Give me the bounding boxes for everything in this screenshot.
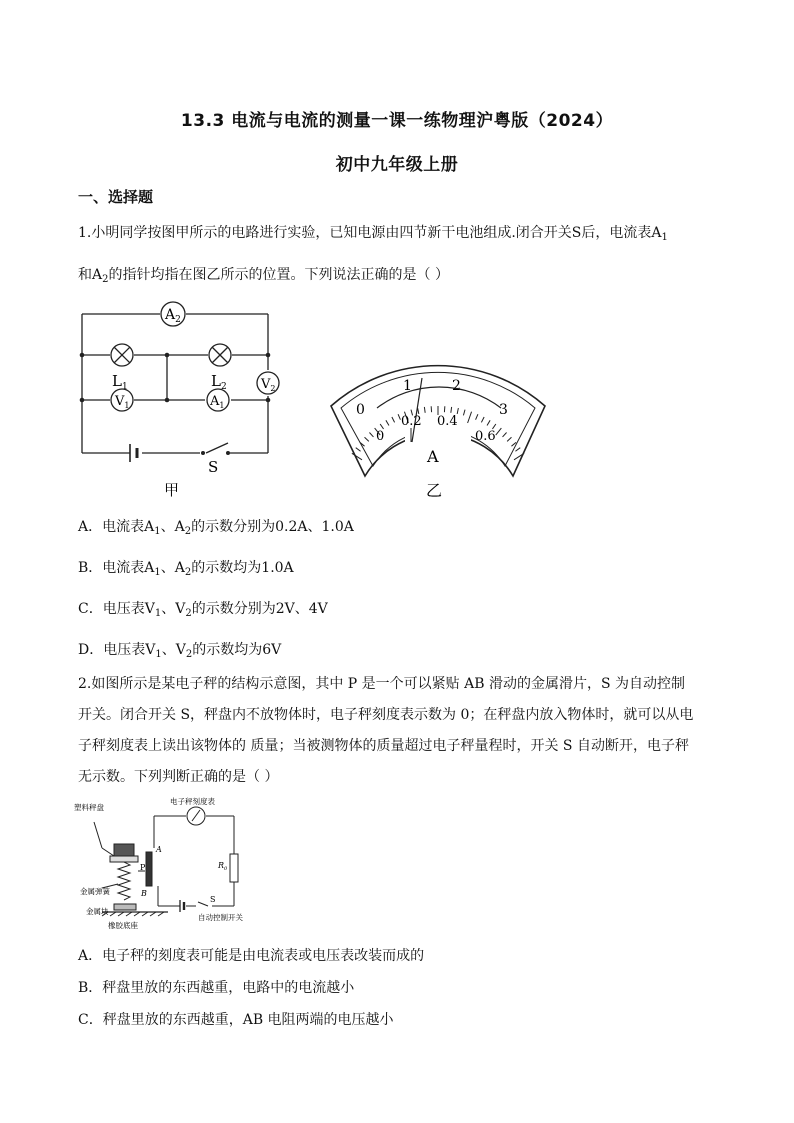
label-a1: $A_1$ bbox=[210, 394, 225, 410]
opt-text: A．电流表A bbox=[78, 519, 155, 535]
label-base: 橡胶底座 bbox=[108, 921, 138, 930]
opt-text: 、A bbox=[160, 519, 185, 535]
q2-line3: 子秤刻度表上读出该物体的 质量；当被测物体的质量超过电子秤量程时，开关 S 自动断开，电子秤 bbox=[78, 738, 689, 754]
label-v2: $V_2$ bbox=[261, 377, 276, 393]
dial-inner-0: 0 bbox=[376, 429, 385, 444]
opt-text: 、A bbox=[160, 560, 185, 576]
opt-text: 、V bbox=[161, 642, 186, 658]
label-switch: 自动控制开关 bbox=[198, 913, 243, 922]
q1-line1-text: 1.小明同学按图甲所示的电路进行实验，已知电源由四节新干电池组成.闭合开关S后，电流表A bbox=[78, 225, 662, 241]
opt-text: 、V bbox=[161, 601, 186, 617]
page-title: 13.3 电流与电流的测量一课一练物理沪粤版（2024） bbox=[180, 111, 614, 131]
dial-outer-2: 2 bbox=[452, 378, 461, 394]
opt-text: C．电压表V bbox=[78, 601, 155, 617]
opt-sub: 1 bbox=[154, 567, 161, 578]
label-meter: 电子秤刻度表 bbox=[170, 797, 215, 806]
label-a: A bbox=[156, 845, 162, 854]
label-a2: $A_2$ bbox=[165, 307, 181, 325]
caption-jia: 甲 bbox=[164, 481, 180, 499]
label-l1: $L_1$ bbox=[112, 372, 128, 392]
electronic-scale-diagram bbox=[72, 796, 260, 934]
q1-line1-sub: 1 bbox=[661, 232, 668, 243]
dial-unit: A bbox=[427, 447, 439, 466]
opt-text: 的示数分别为0.2A、1.0A bbox=[191, 519, 354, 535]
q1-line2-b: 的指针均指在图乙所示的位置。下列说法正确的是（ ） bbox=[108, 267, 449, 283]
opt-text: 的示数分别为2V、4V bbox=[191, 601, 328, 617]
opt-text: 的示数均为6V bbox=[192, 642, 282, 658]
opt-sub: 1 bbox=[154, 526, 161, 537]
q1-option-c[interactable] bbox=[78, 598, 328, 619]
q2-line4: 无示数。下列判断正确的是（ ） bbox=[78, 769, 279, 785]
dial-outer-3: 3 bbox=[499, 402, 508, 418]
q1-line2-sub: 2 bbox=[102, 274, 109, 285]
ammeter-dial-yi bbox=[325, 346, 551, 500]
q2-option-b[interactable]: B．秤盘里放的东西越重，电路中的电流越小 bbox=[78, 980, 355, 996]
circuit-diagram-jia bbox=[70, 298, 290, 500]
label-switch-s: S bbox=[208, 458, 219, 476]
label-s: S bbox=[210, 895, 216, 904]
opt-sub: 1 bbox=[155, 649, 162, 660]
opt-sub: 2 bbox=[184, 526, 192, 537]
dial-inner-1: 0.2 bbox=[401, 414, 422, 429]
opt-text: 的示数均为1.0A bbox=[191, 560, 294, 576]
opt-text: B．电流表A bbox=[78, 560, 155, 576]
page-subtitle: 初中九年级上册 bbox=[335, 155, 459, 175]
q2-line1: 2.如图所示是某电子秤的结构示意图，其中 P 是一个可以紧贴 AB 滑动的金属滑片，S 为自动控制 bbox=[78, 676, 686, 692]
q2-option-c[interactable]: C．秤盘里放的东西越重，AB 电阻两端的电压越小 bbox=[78, 1012, 394, 1028]
opt-text: D．电压表V bbox=[78, 642, 156, 658]
q1-option-a[interactable] bbox=[78, 516, 354, 537]
label-spring: 金属弹簧 bbox=[80, 887, 110, 896]
label-pan: 塑料秤盘 bbox=[74, 803, 104, 812]
label-p: P bbox=[140, 863, 146, 872]
q1-option-d[interactable] bbox=[78, 639, 281, 660]
opt-sub: 2 bbox=[185, 649, 193, 660]
opt-sub: 1 bbox=[154, 608, 162, 619]
label-l2: $L_2$ bbox=[211, 372, 227, 392]
label-v1: $V_1$ bbox=[115, 394, 130, 410]
q1-line2-a: 和A bbox=[78, 267, 103, 283]
caption-yi: 乙 bbox=[426, 481, 443, 500]
q1-line1 bbox=[78, 226, 668, 243]
q1-line2 bbox=[78, 268, 449, 285]
dial-outer-0: 0 bbox=[356, 402, 365, 418]
section-heading: 一、选择题 bbox=[78, 188, 154, 206]
opt-sub: 2 bbox=[184, 567, 192, 578]
label-r0: $R_0$ bbox=[218, 861, 228, 872]
dial-outer-1: 1 bbox=[403, 378, 412, 394]
q2-option-a[interactable]: A．电子秤的刻度表可能是由电流表或电压表改装而成的 bbox=[78, 948, 425, 964]
label-b: B bbox=[141, 889, 147, 898]
opt-sub: 2 bbox=[185, 608, 192, 619]
dial-inner-2: 0.4 bbox=[437, 414, 458, 429]
q1-option-b[interactable] bbox=[78, 557, 294, 578]
label-metal: 金属块 bbox=[86, 907, 109, 916]
q2-line2: 开关。闭合开关 S，秤盘内不放物体时，电子秤刻度表示数为 0；在秤盘内放入物体时，就可以从电 bbox=[78, 707, 694, 723]
dial-inner-3: 0.6 bbox=[475, 429, 496, 444]
